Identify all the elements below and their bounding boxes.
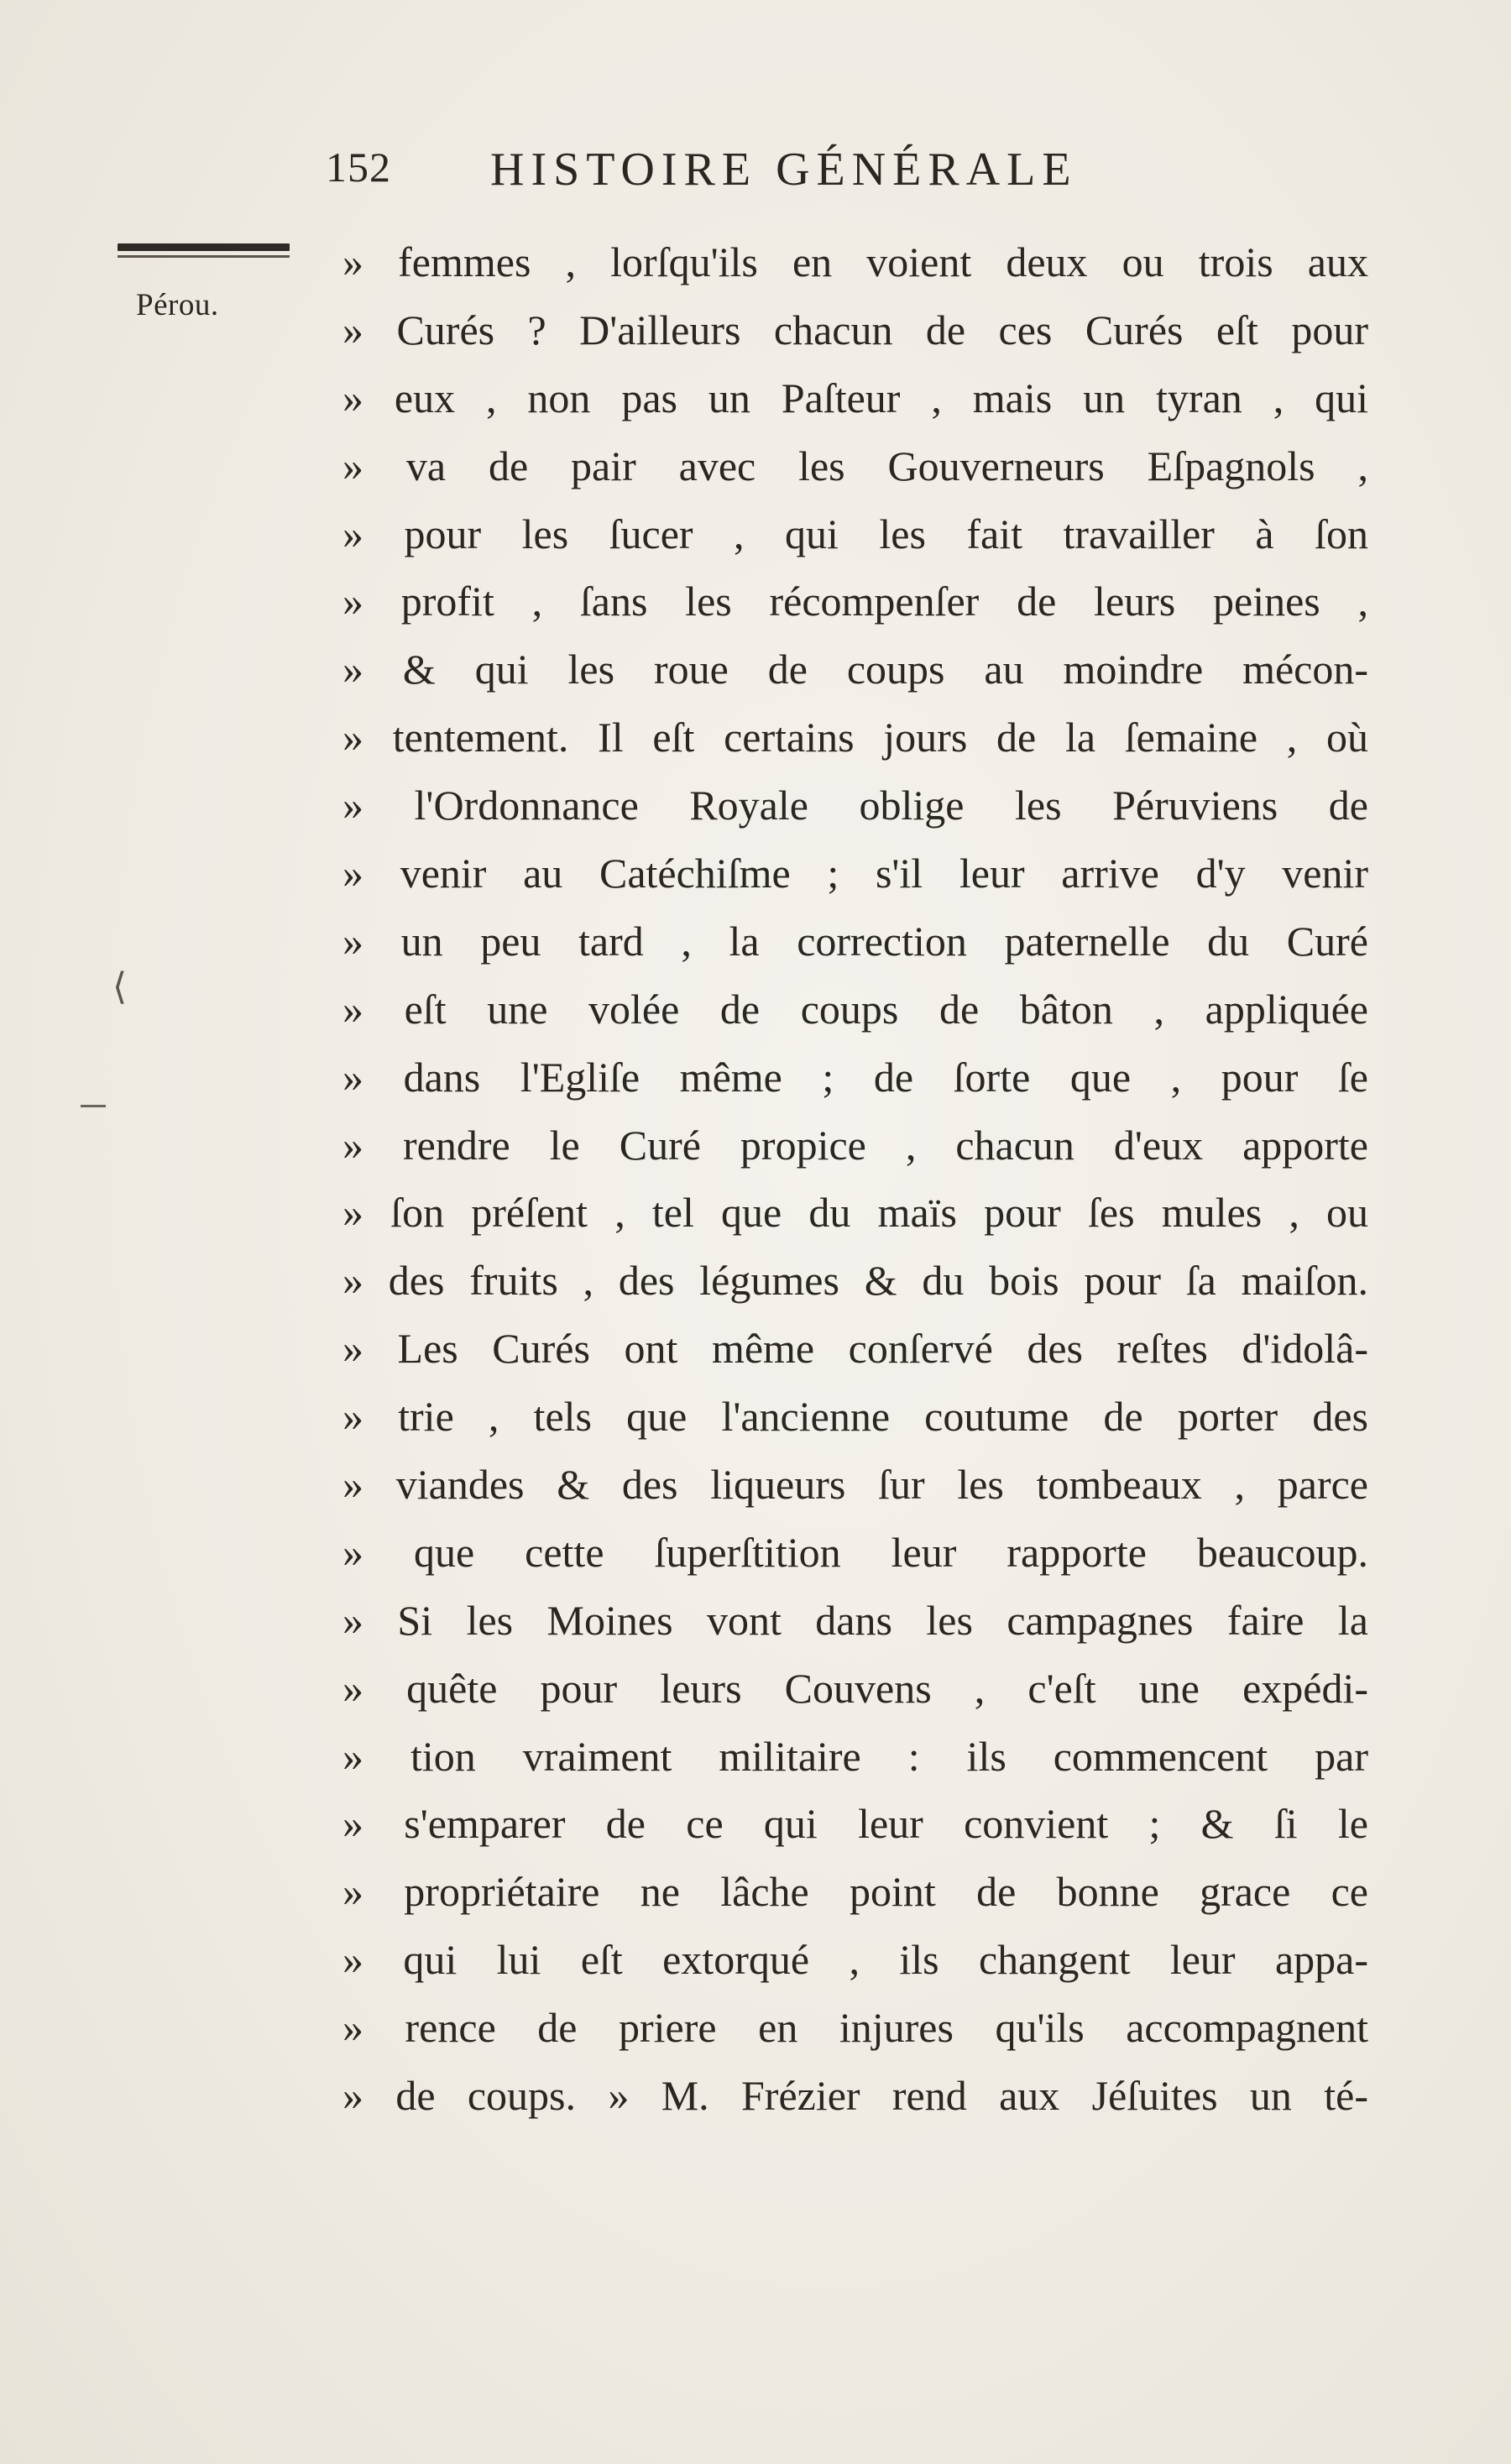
page-header: [326, 143, 1367, 218]
text-line: » rence de priere en injures qu'ils accompagnent: [342, 2004, 1368, 2052]
stray-dash-mark: [81, 1105, 106, 1107]
text-line: » dans l'Egliſe même ; de ſorte que , pour ſe: [342, 1053, 1368, 1101]
margin-rule: [118, 243, 290, 251]
text-line: » de coups. » M. Frézier rend aux Jéſuites un té-: [342, 2072, 1368, 2120]
text-line: » venir au Catéchiſme ; s'il leur arrive d'y venir: [342, 850, 1368, 897]
text-line: » l'Ordonnance Royale oblige les Péruviens de: [342, 782, 1368, 829]
text-line: » va de pair avec les Gouverneurs Eſpagnols ,: [342, 442, 1368, 489]
text-line: » des fruits , des légumes & du bois pour ſa maiſon.: [342, 1257, 1368, 1305]
text-line: » viandes & des liqueurs ſur les tombeaux , parce: [342, 1461, 1368, 1509]
text-line: » s'emparer de ce qui leur convient ; & ſi le: [342, 1800, 1368, 1848]
text-line: » rendre le Curé propice , chacun d'eux apporte: [342, 1121, 1368, 1169]
text-line: » & qui les roue de coups au moindre mécon-: [342, 646, 1368, 693]
text-line: » Curés ? D'ailleurs chacun de ces Curés eſt pour: [342, 306, 1368, 353]
text-line: » tion vraiment militaire : ils commencent par: [342, 1732, 1368, 1780]
margin-note: Pérou.: [136, 288, 219, 322]
text-line: » Si les Moines vont dans les campagnes faire la: [342, 1596, 1368, 1644]
text-line: » ſon préſent , tel que du maïs pour ſes mules , ou: [342, 1189, 1368, 1237]
text-line: » pour les ſucer , qui les fait travailler à ſon: [342, 510, 1368, 557]
text-line: » eux , non pas un Paſteur , mais un tyran , qui: [342, 374, 1368, 421]
text-line: » un peu tard , la correction paternelle du Curé: [342, 917, 1368, 965]
text-line: » eſt une volée de coups de bâton , appliquée: [342, 985, 1368, 1033]
text-line: » profit , ſans les récompenſer de leurs peines ,: [342, 578, 1368, 625]
text-line: » quête pour leurs Couvens , c'eſt une expédi-: [342, 1664, 1368, 1712]
text-line: » tentement. Il eſt certains jours de la ſemaine , où: [342, 714, 1368, 761]
body-text: [342, 228, 1368, 2130]
page-number: 152: [326, 144, 391, 191]
text-line: » trie , tels que l'ancienne coutume de porter des: [342, 1393, 1368, 1441]
text-line: » qui lui eſt extorqué , ils changent leur appa-: [342, 1936, 1368, 1984]
text-line: » propriétaire ne lâche point de bonne grace ce: [342, 1868, 1368, 1916]
text-line: » femmes , lorſqu'ils en voient deux ou trois aux: [342, 238, 1368, 285]
text-line: » que cette ſuperſtition leur rapporte beaucoup.: [342, 1528, 1368, 1576]
stray-bracket-mark: ⟨: [112, 965, 128, 1008]
running-title: HISTOIRE GÉNÉRALE: [490, 144, 1078, 196]
text-line: » Les Curés ont même conſervé des reſtes d'idolâ-: [342, 1325, 1368, 1373]
